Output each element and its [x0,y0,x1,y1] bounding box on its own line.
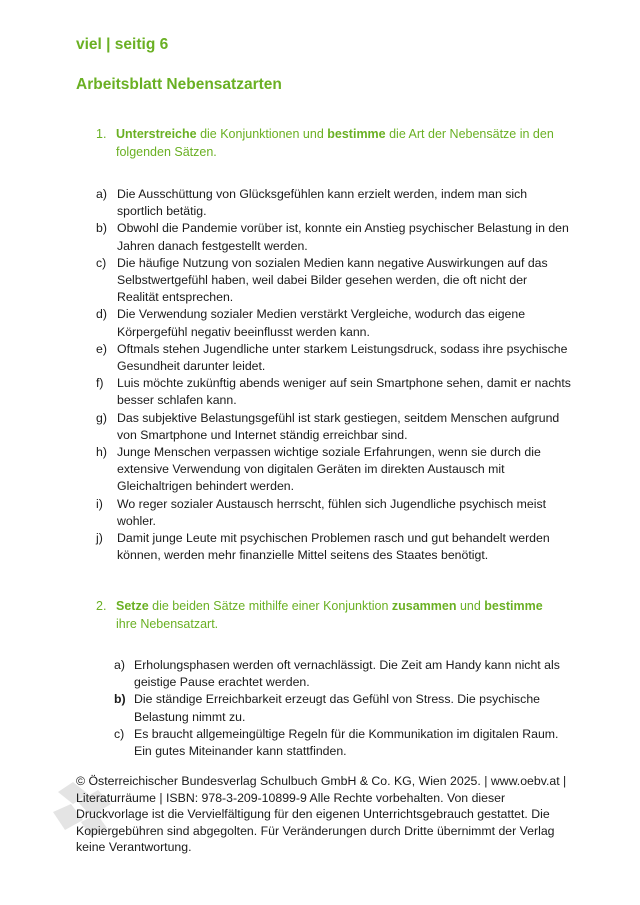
task-2-text-part: ihre Nebensatzart. [116,616,219,631]
item-text: Die Verwendung sozialer Medien verstärkt Vergleiche, wodurch das eigene Körpergefühl negativ beeinflusst werden kann. [117,307,526,339]
task-2-verb-determine: bestimme [484,599,543,613]
task-1-text-part: die Konjunktionen und [196,127,328,141]
list-item [96,496,572,530]
task-2-text [116,598,566,633]
item-text: Die ständige Erreichbarkeit erzeugt das Gefühl von Stress. Die psychische Belastung nimmt zu. [134,692,540,724]
item-label: g) [96,410,107,425]
item-label: d) [96,307,107,322]
task-2-instruction [96,598,566,633]
list-item [96,410,572,444]
list-item [114,657,564,691]
task-2-verb-combine: zusammen [391,599,457,613]
list-item [114,726,564,760]
sentence-pair-list [114,657,564,760]
item-text: Junge Menschen verpassen wichtige soziale Erfahrungen, wenn sie durch die extensive Verwendung von digitalen Geräten im direkten Austausch mit Gleichaltrigen behindert werden. [117,445,541,494]
item-label: a) [114,658,125,672]
item-text: Die häufige Nutzung von sozialen Medien kann negative Auswirkungen auf das Selbstwertgefühl haben, weil dabei Bilder gesehen werden, die oft nicht der Realität entsprechen. [117,255,548,305]
list-item [96,444,572,496]
task-1-number: 1. [96,127,107,141]
worksheet-title: Arbeitsblatt Nebensatzarten [76,76,282,93]
item-text: Luis möchte zukünftig abends weniger auf sein Smartphone sehen, damit er nachts besser schlafen kann. [117,376,571,408]
item-label: c) [96,255,107,270]
list-item [96,186,572,220]
task-1-instruction [96,126,566,161]
item-label: f) [96,376,104,391]
list-item [96,220,572,254]
item-text: Das subjektive Belastungsgefühl ist stark gestiegen, seitdem Menschen aufgrund von Smartphone und Internet ständig erreichbar sind. [117,410,560,442]
list-item [96,375,572,409]
list-item [114,691,564,725]
list-item [96,530,572,564]
task-2-text-part: die beiden Sätze mithilfe einer Konjunktion [148,599,392,613]
task-1-text-part: die Art der Nebensätze in den folgenden Sätzen. [116,127,554,159]
item-label: b) [96,221,107,236]
item-text: Damit junge Leute mit psychischen Problemen rasch und gut behandelt werden können, werden mehr finanzielle Mittel seitens des Staates benötigt. [117,531,550,563]
item-text: Obwohl die Pandemie vorüber ist, konnte ein Anstieg psychischer Belastung in den Jahren danach festgestellt werden. [117,221,569,253]
list-item [96,306,572,340]
item-text: Oftmals stehen Jugendliche unter starkem Leistungsdruck, sodass ihre psychische Gesundheit darunter leidet. [117,341,568,374]
page-header: viel | seitig 6 [76,36,169,53]
task-2-verb-set: Setze [116,599,149,613]
item-text: Die Ausschüttung von Glücksgefühlen kann erzielt werden, indem man sich sportlich betätig. [117,187,528,219]
item-label: c) [114,726,125,741]
item-label: i) [96,496,103,511]
sentence-list [96,186,572,564]
item-label: j) [96,531,103,546]
item-label: h) [96,445,107,460]
list-item [96,255,572,307]
item-text: Es braucht allgemeingültige Regeln für die Kommunikation im digitalen Raum. Ein gutes Miteinander kann stattfinden. [134,726,559,759]
item-label: a) [96,187,107,201]
list-item [96,341,572,375]
item-text: Wo reger sozialer Austausch herrscht, fühlen sich Jugendliche psychisch meist wohler. [117,496,547,528]
task-1-verb-underline: Unterstreiche [116,127,197,141]
task-1-verb-determine: bestimme [327,127,386,141]
task-2-text-part: und [456,599,485,613]
task-1-text [116,126,566,161]
task-2-number: 2. [96,599,107,613]
item-label: b) [114,692,126,707]
item-text: Erholungsphasen werden oft vernachlässigt. Die Zeit am Handy kann nicht als geistige Pause erachtet werden. [134,658,560,690]
item-label: e) [96,341,107,356]
copyright-footer: © Österreichischer Bundesverlag Schulbuch GmbH & Co. KG, Wien 2025. | www.oebv.at | Literaturräume | ISBN: 978-3-209-10899-9 Alle Rechte vorbehalten. Von dieser Druckvorlage ist die Vervielfältigung für den eigenen Unterrichtsgebrauch gestattet. Die Kopiergebühren sind abgegolten. Für Veränderungen durch Dritte übernimmt der Verlag keine Verantwortung. [76,774,567,855]
